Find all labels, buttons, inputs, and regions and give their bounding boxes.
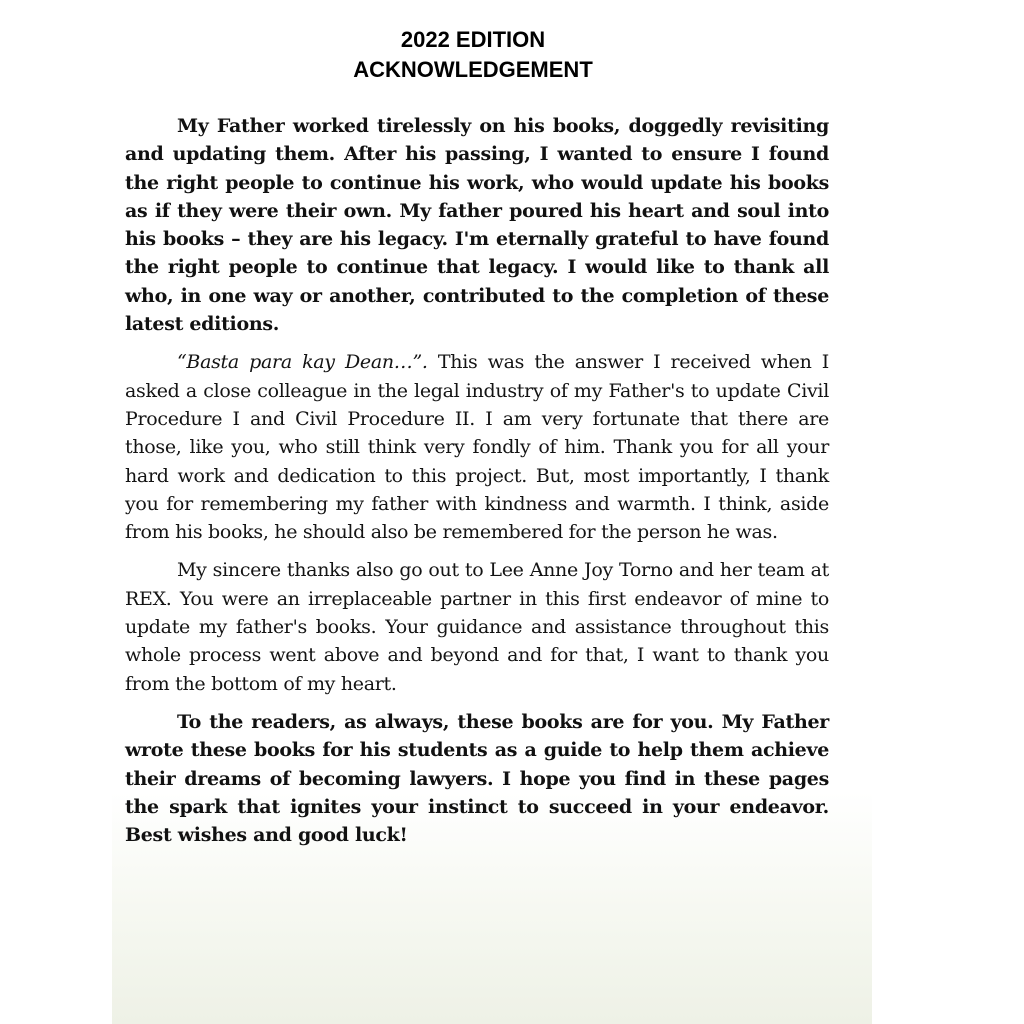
- acknowledgement-title: ACKNOWLEDGEMENT: [353, 57, 593, 82]
- paragraph-basta-rest: This was the answer I received when I asked a close colleague in the legal industry of my Father's to update Civil Procedure I and Civil Procedure II. I am very fortunate that there are those, like you, who still think very fondly of him. Thank you for all your hard work and dedication to this project. But, most importantly, I thank you for remembering my father with kindness and warmth. I think, aside from his books, he should also be remembered for the person he was.: [125, 351, 829, 544]
- edition-heading: 2022 EDITION: [400, 27, 546, 52]
- quoted-phrase: “Basta para kay Dean…”.: [177, 351, 428, 374]
- acknowledgement-body: [125, 112, 829, 859]
- paragraph-thanks-rex: My sincere thanks also go out to Lee Anne Joy Torno and her team at REX. You were an irreplaceable partner in this first endeavor of mine to update my father's books. Your guidance and assistance throughout this whole process went above and beyond and for that, I want to thank you from the bottom of my heart.: [125, 559, 829, 695]
- paragraph-basta-para-kay-dean: [125, 348, 829, 546]
- paragraph-father-work: My Father worked tirelessly on his books, doggedly revisiting and updating them. After his passing, I wanted to ensure I found the right people to continue his work, who would update his books as if they were their own. My father poured his heart and soul into his books – they are his legacy. I'm eternally grateful to have found the right people to continue that legacy. I would like to thank all who, in one way or another, contributed to the completion of these latest editions.: [125, 115, 829, 336]
- paragraph-to-readers: To the readers, as always, these books are for you. My Father wrote these books for his students as a guide to help them achieve their dreams of becoming lawyers. I hope you find in these pages the spark that ignites your instinct to succeed in your endeavor. Best wishes and good luck!: [125, 710, 829, 847]
